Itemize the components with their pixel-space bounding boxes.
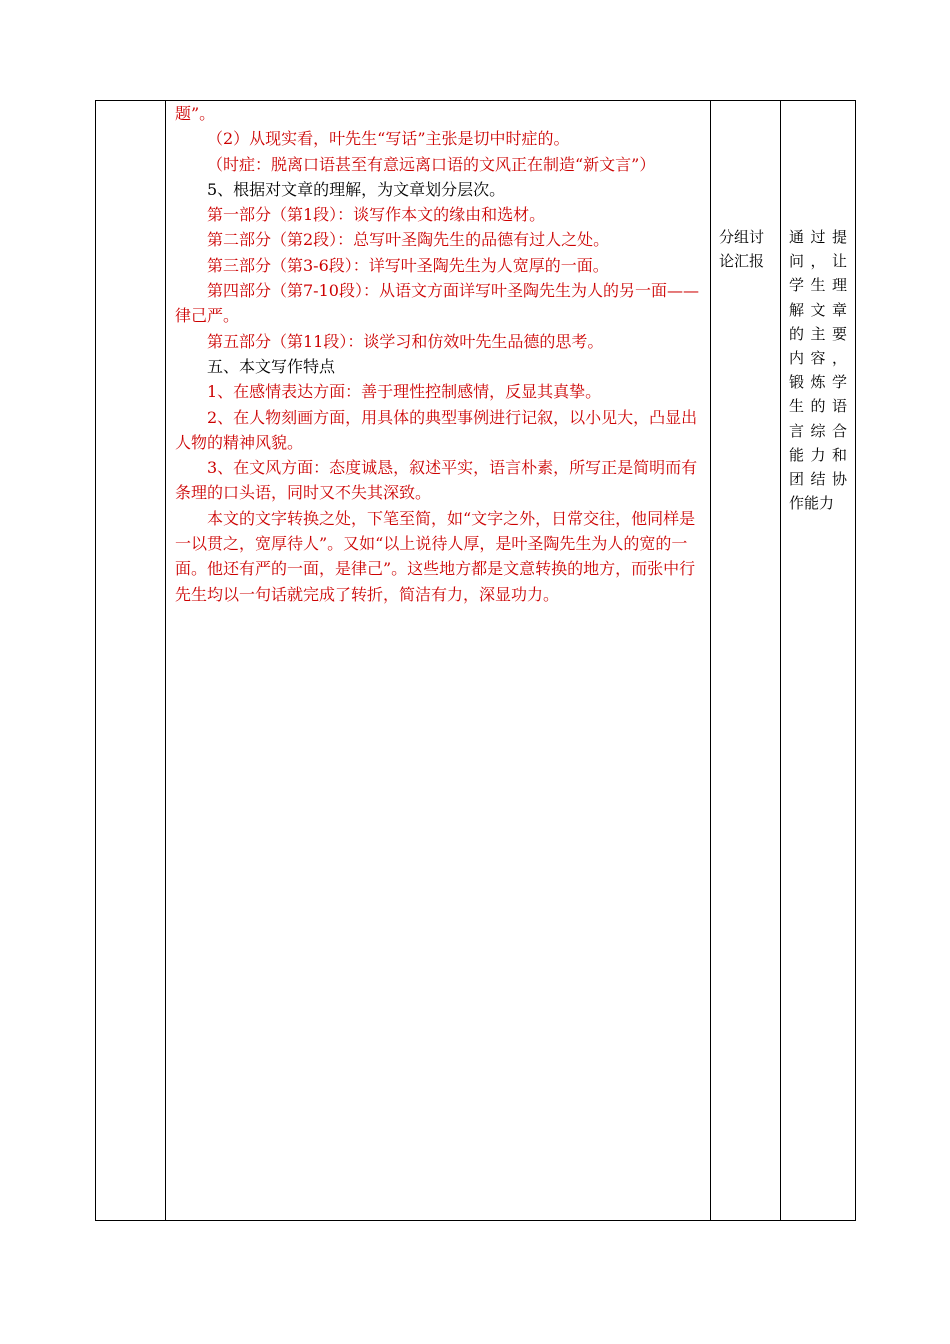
main-content-cell bbox=[166, 101, 711, 1221]
content-paragraph: （时症：脱离口语甚至有意远离口语的文风正在制造“新文言”） bbox=[207, 154, 656, 174]
table-row bbox=[96, 101, 856, 1221]
content-paragraph: 第一部分（第1段）：谈写作本文的缘由和选材。 bbox=[207, 205, 546, 225]
content-paragraph: 第三部分（第3-6段）：详写叶圣陶先生为人宽厚的一面。 bbox=[207, 255, 609, 275]
purpose-text: 通过提问，让学生理解文章的主要内容，锻炼学生的语言综合能力和团结协作能力 bbox=[789, 228, 847, 513]
content-paragraph: 3、在文风方面：态度诚恳，叙述平实，语言朴素，所写正是简明而有条理的口头语，同时又不失其深致。 bbox=[175, 458, 698, 503]
purpose-cell bbox=[781, 101, 856, 1221]
content-paragraph: 题”。 bbox=[175, 104, 216, 123]
activity-cell bbox=[711, 101, 781, 1221]
content-paragraph: 第二部分（第2段）：总写叶圣陶先生的品德有过人之处。 bbox=[207, 230, 610, 250]
content-paragraph: 1、在感情表达方面：善于理性控制感情，反显其真挚。 bbox=[207, 382, 602, 402]
main-content bbox=[166, 101, 710, 607]
content-paragraph: 2、在人物刻画方面，用具体的典型事例进行记叙，以小见大，凸显出人物的精神风貌。 bbox=[175, 407, 698, 452]
lesson-plan-table bbox=[95, 100, 856, 1221]
content-paragraph: 第四部分（第7-10段）：从语文方面详写叶圣陶先生为人的另一面——律己严。 bbox=[175, 281, 699, 326]
content-paragraph: 本文的文字转换之处，下笔至简，如“文字之外，日常交往，他同样是一以贯之，宽厚待人”。又如“以上说待人厚，是叶圣陶先生为人的宽的一面。他还有严的一面，是律己”。这些地方都是文意转换的地方，而张中行先生均以一句话就完成了转折，简洁有力，深显功力。 bbox=[175, 508, 696, 604]
left-empty-cell bbox=[96, 101, 166, 1221]
content-paragraph: （2）从现实看，叶先生“写话”主张是切中时症的。 bbox=[207, 129, 570, 149]
content-paragraph: 五、本文写作特点 bbox=[207, 356, 336, 376]
activity-text: 分组讨论汇报 bbox=[719, 228, 765, 270]
content-paragraph: 5、根据对文章的理解，为文章划分层次。 bbox=[207, 179, 506, 199]
content-paragraph: 第五部分（第11段）：谈学习和仿效叶先生品德的思考。 bbox=[207, 331, 604, 351]
